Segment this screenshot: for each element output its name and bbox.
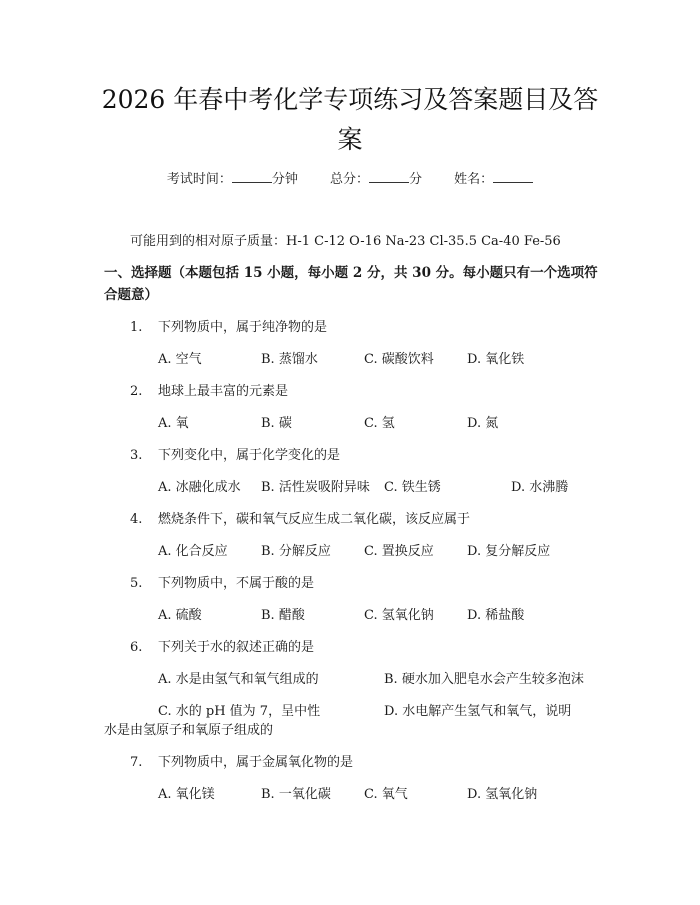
question-2-options — [158, 412, 498, 431]
option-a: A. 氧 — [158, 416, 189, 431]
question-7 — [130, 751, 353, 770]
question-text: 下列关于水的叙述正确的是 — [158, 640, 315, 655]
option-a: A. 冰融化成水 — [158, 480, 241, 495]
option-d: D. 水沸腾 — [511, 480, 569, 495]
question-6 — [130, 636, 314, 655]
question-number: 2. — [130, 384, 143, 399]
option-a: A. 氧化镁 — [158, 787, 215, 802]
question-1 — [130, 316, 327, 335]
option-c: C. 置换反应 — [364, 544, 434, 559]
option-b: B. 硬水加入肥皂水会产生较多泡沫 — [384, 672, 584, 687]
question-text: 下列变化中，属于化学变化的是 — [158, 448, 341, 463]
title-line-1: 2026 年春中考化学专项练习及答案题目及答 — [101, 85, 599, 114]
question-number: 1. — [130, 320, 143, 335]
question-number: 3. — [130, 448, 143, 463]
question-number: 7. — [130, 755, 143, 770]
option-c: C. 铁生锈 — [384, 480, 441, 495]
option-b: B. 蒸馏水 — [261, 352, 318, 367]
option-c: C. 氢氧化钠 — [364, 608, 434, 623]
score-label: 总分： — [329, 172, 369, 187]
question-text: 燃烧条件下，碳和氧气反应生成二氧化碳，该反应属于 — [158, 512, 471, 527]
option-d-continuation: 水是由氢原子和氧原子组成的 — [104, 723, 274, 738]
section-heading: 一、选择题（本题包括 15 小题，每小题 2 分，共 30 分。每小题只有一个选项符合题意） — [104, 265, 598, 303]
question-4-options — [158, 540, 550, 559]
question-1-options — [158, 348, 524, 367]
option-b: B. 一氧化碳 — [261, 787, 331, 802]
option-c: C. 水的 pH 值为 7，呈中性 — [158, 704, 321, 719]
score-blank — [369, 170, 409, 183]
question-3 — [130, 444, 340, 463]
option-b: B. 碳 — [261, 416, 292, 431]
question-text: 下列物质中，不属于酸的是 — [158, 576, 315, 591]
time-label: 考试时间： — [166, 172, 232, 187]
question-number: 5. — [130, 576, 143, 591]
question-5-options — [158, 604, 524, 623]
option-b: B. 活性炭吸附异味 — [261, 480, 370, 495]
question-text: 地球上最丰富的元素是 — [158, 384, 289, 399]
question-7-options — [158, 783, 537, 802]
score-unit: 分 — [409, 172, 423, 187]
question-number: 6. — [130, 640, 143, 655]
document-title — [90, 80, 610, 160]
name-label: 姓名： — [454, 172, 494, 187]
option-a: A. 空气 — [158, 352, 202, 367]
question-6-options-row-2 — [158, 700, 571, 719]
question-5 — [130, 572, 314, 591]
question-6-options-row-1 — [158, 668, 584, 687]
option-d: D. 稀盐酸 — [467, 608, 525, 623]
question-text: 下列物质中，属于纯净物的是 — [158, 320, 328, 335]
time-blank — [232, 170, 272, 183]
title-line-2: 案 — [337, 125, 363, 154]
option-c: C. 氧气 — [364, 787, 408, 802]
option-a: A. 化合反应 — [158, 544, 228, 559]
option-c: C. 氢 — [364, 416, 395, 431]
name-blank — [493, 170, 533, 183]
option-a: A. 硫酸 — [158, 608, 202, 623]
option-b: B. 分解反应 — [261, 544, 331, 559]
option-d: D. 氮 — [467, 416, 499, 431]
question-3-options — [158, 476, 568, 495]
question-4 — [130, 508, 470, 527]
option-d: D. 氧化铁 — [467, 352, 525, 367]
question-number: 4. — [130, 512, 143, 527]
question-text: 下列物质中，属于金属氧化物的是 — [158, 755, 354, 770]
question-2 — [130, 380, 288, 399]
option-d: D. 氢氧化钠 — [467, 787, 538, 802]
option-b: B. 醋酸 — [261, 608, 305, 623]
option-c: C. 碳酸饮料 — [364, 352, 434, 367]
option-a: A. 水是由氢气和氧气组成的 — [158, 672, 319, 687]
option-d: D. 水电解产生氢气和氧气，说明 — [384, 704, 572, 719]
exam-info-line — [0, 168, 700, 187]
atomic-masses: 可能用到的相对原子质量：H-1 C-12 O-16 Na-23 Cl-35.5 Ca-40 Fe-56 — [130, 234, 561, 249]
option-d: D. 复分解反应 — [467, 544, 551, 559]
time-unit: 分钟 — [271, 172, 298, 187]
